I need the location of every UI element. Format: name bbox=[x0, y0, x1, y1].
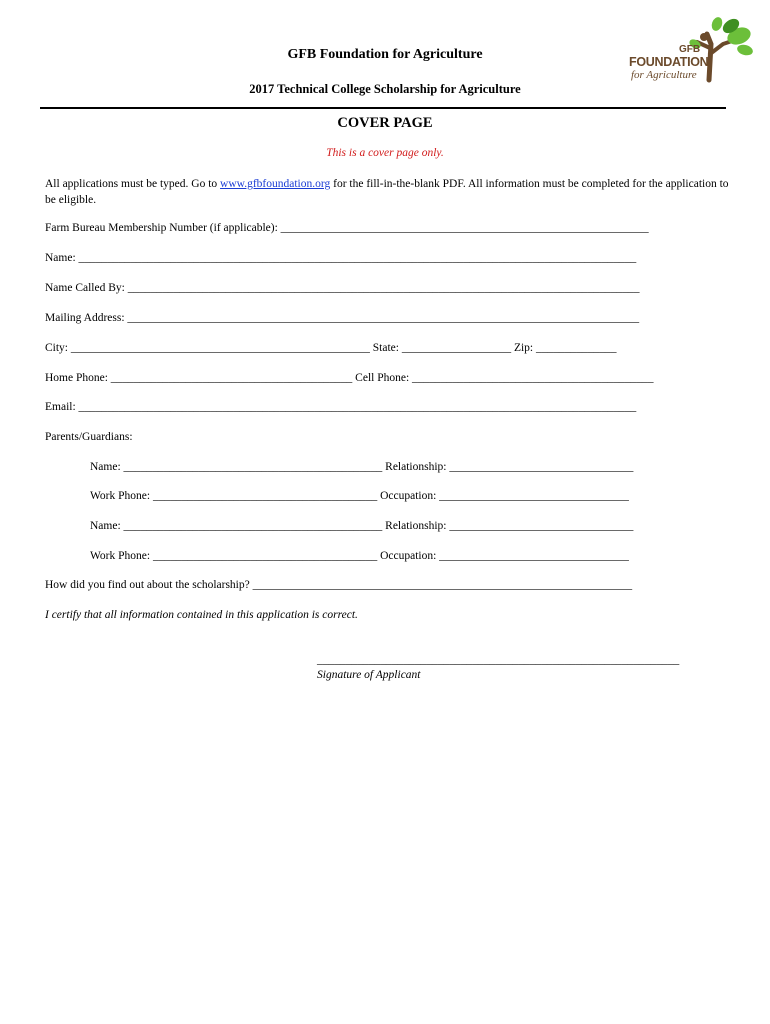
instructions-paragraph bbox=[45, 176, 735, 208]
parent1-workphone-occupation-fields[interactable]: Work Phone: _______________________________________ Occupation: _________________________________ bbox=[90, 490, 629, 502]
email-field[interactable]: Email: _________________________________________________________________________________________________ bbox=[45, 401, 637, 413]
city-state-zip-fields[interactable]: City: ____________________________________________________ State: ___________________ Zip: ______________ bbox=[45, 342, 617, 354]
cover-page-note: This is a cover page only. bbox=[326, 147, 444, 159]
logo-for-agriculture: for Agriculture bbox=[631, 69, 697, 81]
name-field[interactable]: Name: _________________________________________________________________________________________________ bbox=[45, 252, 637, 264]
parents-guardians-label: Parents/Guardians: bbox=[45, 431, 133, 443]
organization-title: GFB Foundation for Agriculture bbox=[287, 47, 483, 62]
foundation-website-link[interactable]: www.gfbfoundation.org bbox=[220, 178, 331, 190]
header-divider bbox=[40, 107, 726, 109]
intro-text-start: All applications must be typed. Go to bbox=[45, 178, 221, 190]
scholarship-source-field[interactable]: How did you find out about the scholarship? __________________________________________________________________ bbox=[45, 579, 633, 591]
logo-gfb: GFB bbox=[679, 44, 701, 55]
farm-bureau-number-field[interactable]: Farm Bureau Membership Number (if applicable): ________________________________________________________________ bbox=[45, 222, 649, 234]
intro-text-end: for the fill-in-the-blank PDF. All information must be completed for the application to be eligible. bbox=[45, 178, 729, 206]
cover-page-heading: COVER PAGE bbox=[337, 115, 433, 131]
parent2-workphone-occupation-fields[interactable]: Work Phone: _______________________________________ Occupation: _________________________________ bbox=[90, 550, 629, 562]
phone-fields[interactable]: Home Phone: __________________________________________ Cell Phone: __________________________________________ bbox=[45, 372, 654, 384]
name-called-by-field[interactable]: Name Called By: _________________________________________________________________________________________ bbox=[45, 282, 640, 294]
scholarship-title: 2017 Technical College Scholarship for Agriculture bbox=[249, 82, 521, 96]
logo-foundation: FOUNDATION bbox=[629, 55, 709, 69]
certification-statement: I certify that all information contained in this application is correct. bbox=[45, 609, 358, 621]
mailing-address-field[interactable]: Mailing Address: _________________________________________________________________________________________ bbox=[45, 312, 640, 324]
parent2-name-relationship-fields[interactable]: Name: _____________________________________________ Relationship: ________________________________ bbox=[90, 520, 634, 532]
signature-line[interactable]: _______________________________________________________________ bbox=[317, 654, 680, 666]
parent1-name-relationship-fields[interactable]: Name: _____________________________________________ Relationship: ________________________________ bbox=[90, 461, 634, 473]
signature-label: Signature of Applicant bbox=[317, 669, 421, 681]
